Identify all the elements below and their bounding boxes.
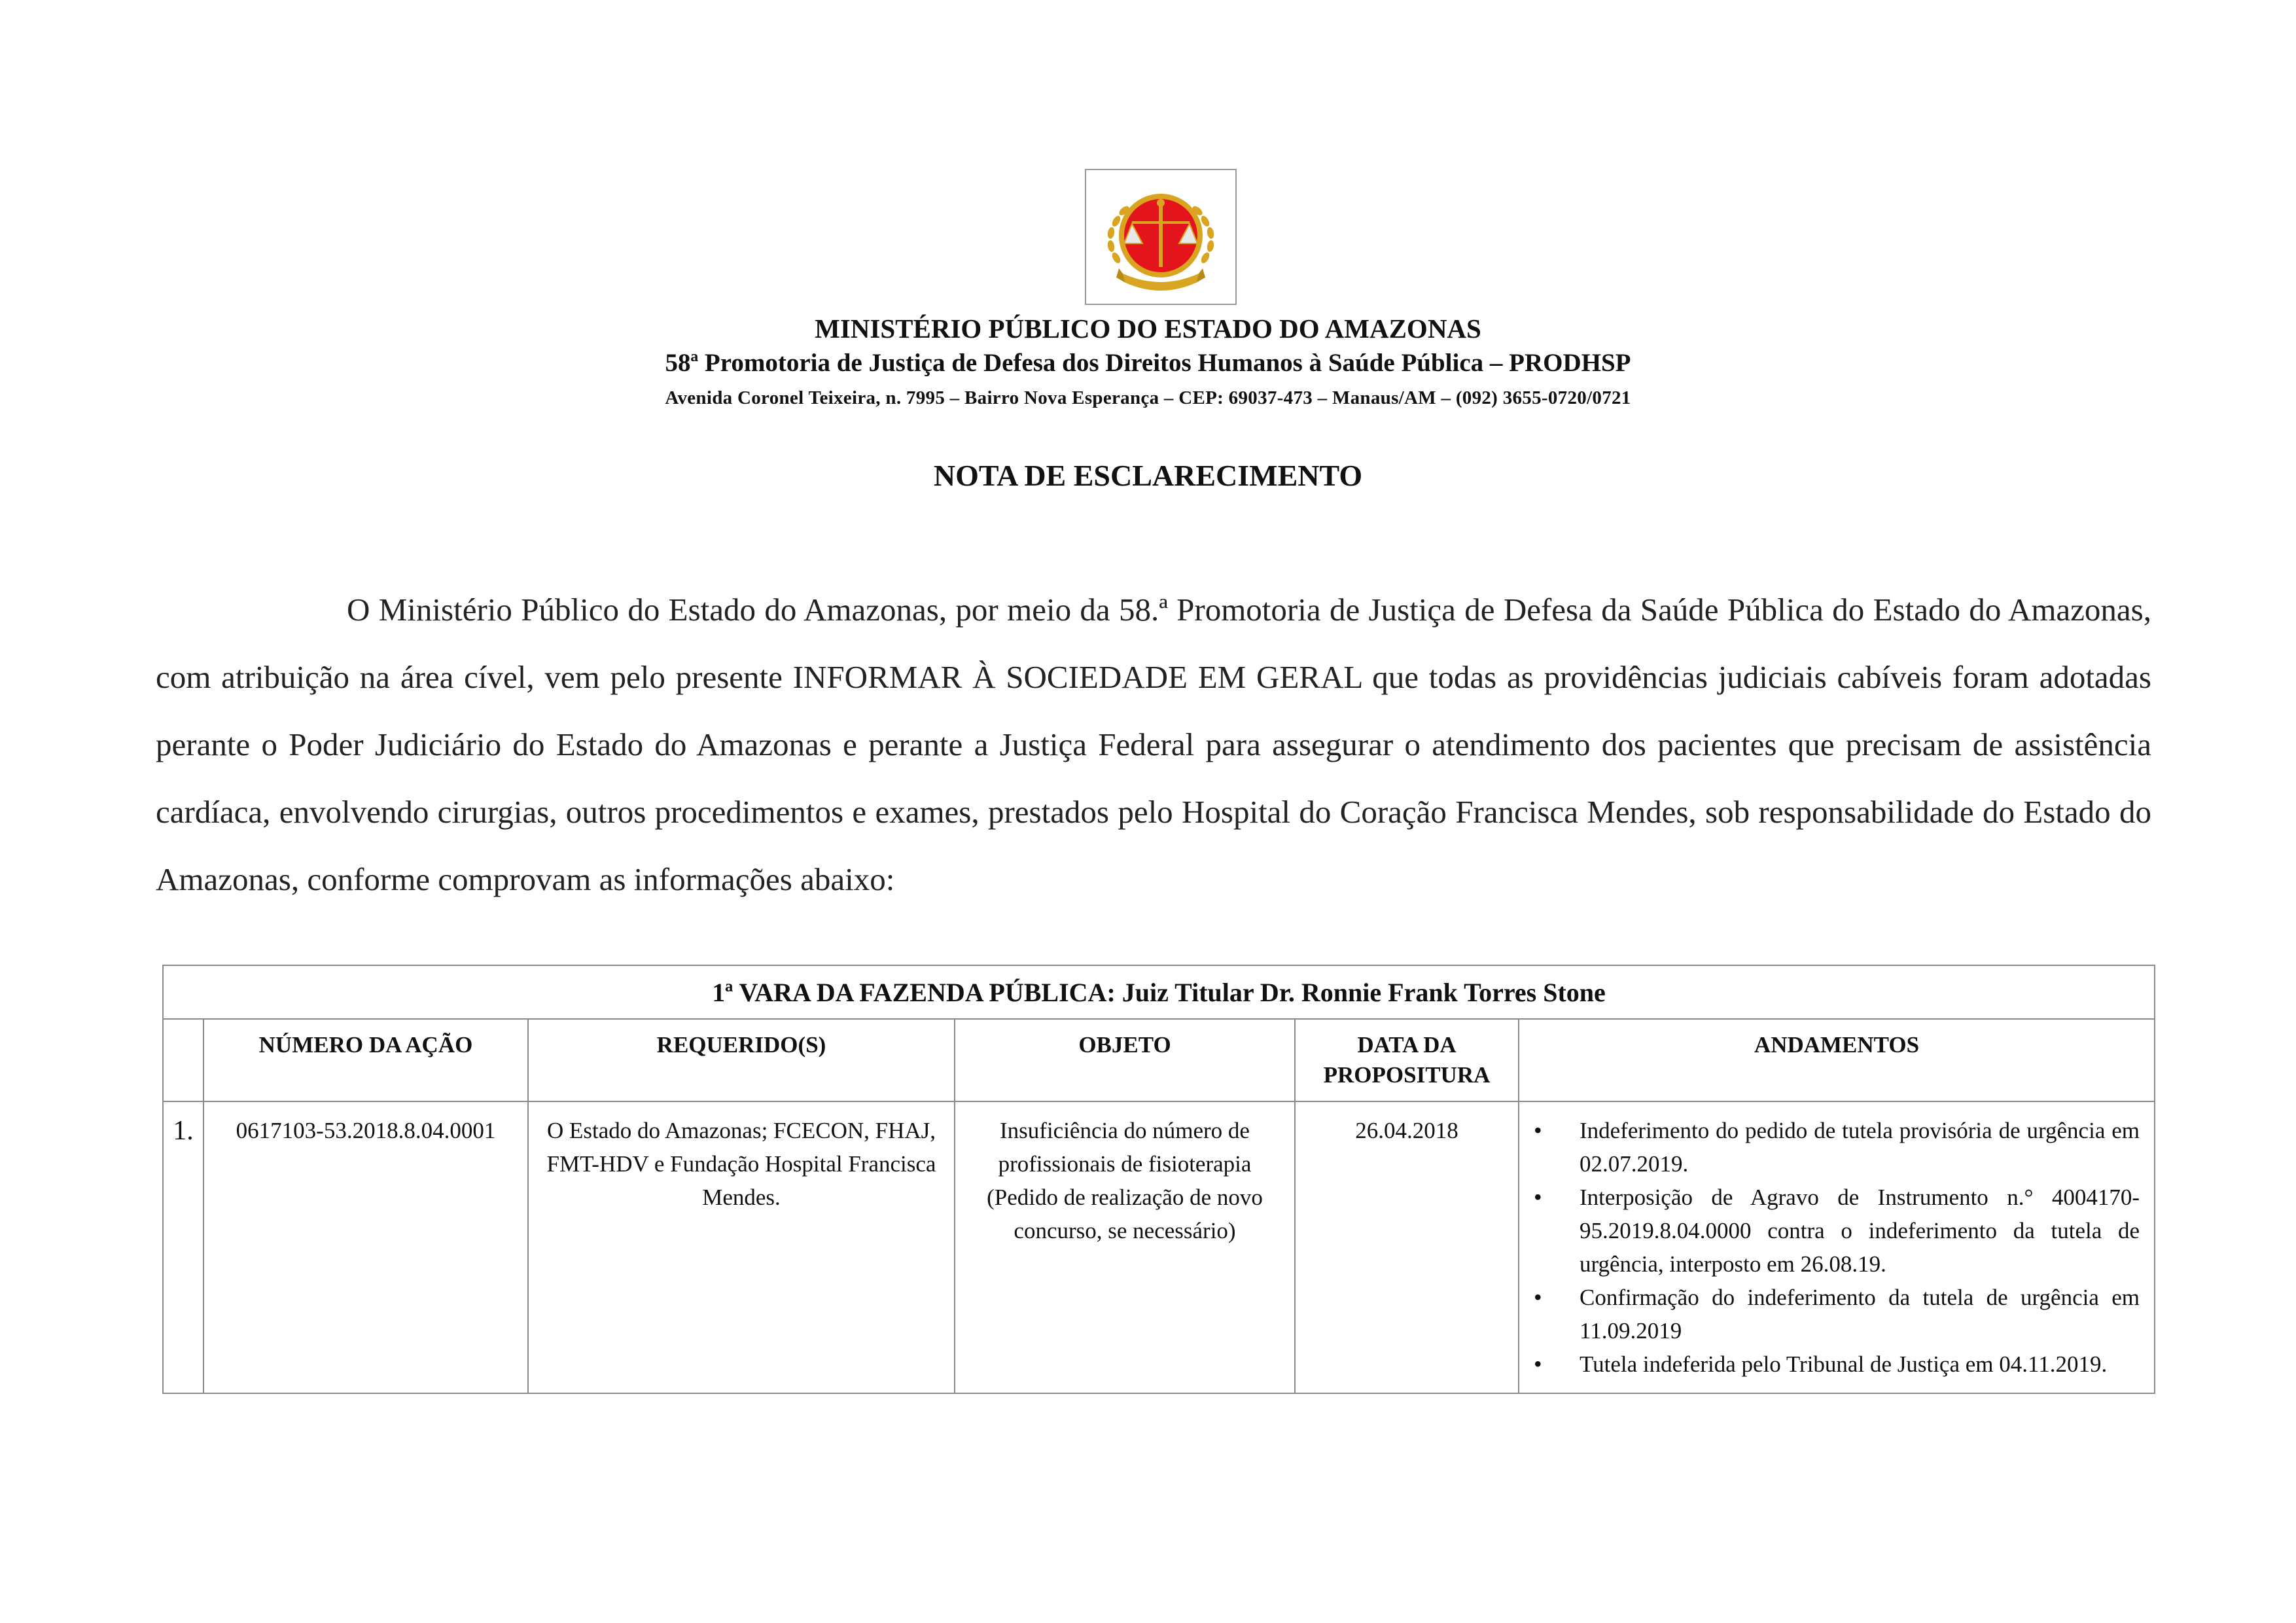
header-objeto: OBJETO [955, 1019, 1295, 1101]
header-index [163, 1019, 203, 1101]
header-numero: NÚMERO DA AÇÃO [203, 1019, 528, 1101]
emblem-seal-icon [1086, 170, 1235, 304]
andamento-item: • Interposição de Agravo de Instrumento n.° 4004170-95.2019.8.04.0000 contra o indeferimento da tutela de urgência, interposto em 26.08.19. [1580, 1181, 2140, 1281]
row-index: 1. [163, 1101, 203, 1393]
row-data: 26.04.2018 [1295, 1101, 1519, 1393]
header-requeridos: REQUERIDO(S) [528, 1019, 955, 1101]
process-table [162, 965, 2155, 1394]
andamentos-list [1526, 1114, 2147, 1381]
table-title-row [163, 965, 2155, 1019]
institution-emblem [1085, 169, 1237, 305]
document-title: NOTA DE ESCLARECIMENTO [933, 459, 1363, 492]
header-data-line2: PROPOSITURA [1323, 1062, 1491, 1088]
promotoria-name: 58ª Promotoria de Justiça de Defesa dos Direitos Humanos à Saúde Pública – PRODHSP [665, 349, 1631, 377]
institution-name: MINISTÉRIO PÚBLICO DO ESTADO DO AMAZONAS [815, 313, 1481, 344]
andamento-item: • Confirmação do indeferimento da tutela de urgência em 11.09.2019 [1580, 1281, 2140, 1347]
row-andamentos [1519, 1101, 2155, 1393]
table-row [163, 1101, 2155, 1393]
andamento-item: • Tutela indeferida pelo Tribunal de Justiça em 04.11.2019. [1580, 1347, 2140, 1381]
header-andamentos: ANDAMENTOS [1519, 1019, 2155, 1101]
header-data-line1: DATA DA [1357, 1032, 1457, 1058]
row-requeridos: O Estado do Amazonas; FCECON, FHAJ, FMT-HDV e Fundação Hospital Francisca Mendes. [528, 1101, 955, 1393]
row-numero: 0617103-53.2018.8.04.0001 [203, 1101, 528, 1393]
paragraph-text: O Ministério Público do Estado do Amazonas, por meio da 58.ª Promotoria de Justiça de Defesa da Saúde Pública do Estado do Amazonas, com atribuição na área cível, vem pelo presente INFORMAR À SOCIEDADE EM GERAL que todas as providências judiciais cabíveis foram adotadas perante o Poder Judiciário do Estado do Amazonas e perante a Justiça Federal para assegurar o atendimento dos pacientes que precisam de assistência cardíaca, envolvendo cirurgias, outros procedimentos e exames, prestados pelo Hospital do Coração Francisca Mendes, sob responsabilidade do Estado do Amazonas, conforme comprovam as informações abaixo: [156, 592, 2151, 897]
row-objeto: Insuficiência do número de profissionais de fisioterapia (Pedido de realização de novo concurso, se necessário) [955, 1101, 1295, 1393]
andamento-item: • Indeferimento do pedido de tutela provisória de urgência em 02.07.2019. [1580, 1114, 2140, 1181]
table-header-row [163, 1019, 2155, 1101]
header-data [1295, 1019, 1519, 1101]
table-title: 1ª VARA DA FAZENDA PÚBLICA: Juiz Titular Dr. Ronnie Frank Torres Stone [163, 965, 2155, 1019]
main-paragraph [156, 576, 2151, 913]
address-line: Avenida Coronel Teixeira, n. 7995 – Bairro Nova Esperança – CEP: 69037-473 – Manaus/AM – (092) 3655-0720/0721 [665, 387, 1631, 408]
